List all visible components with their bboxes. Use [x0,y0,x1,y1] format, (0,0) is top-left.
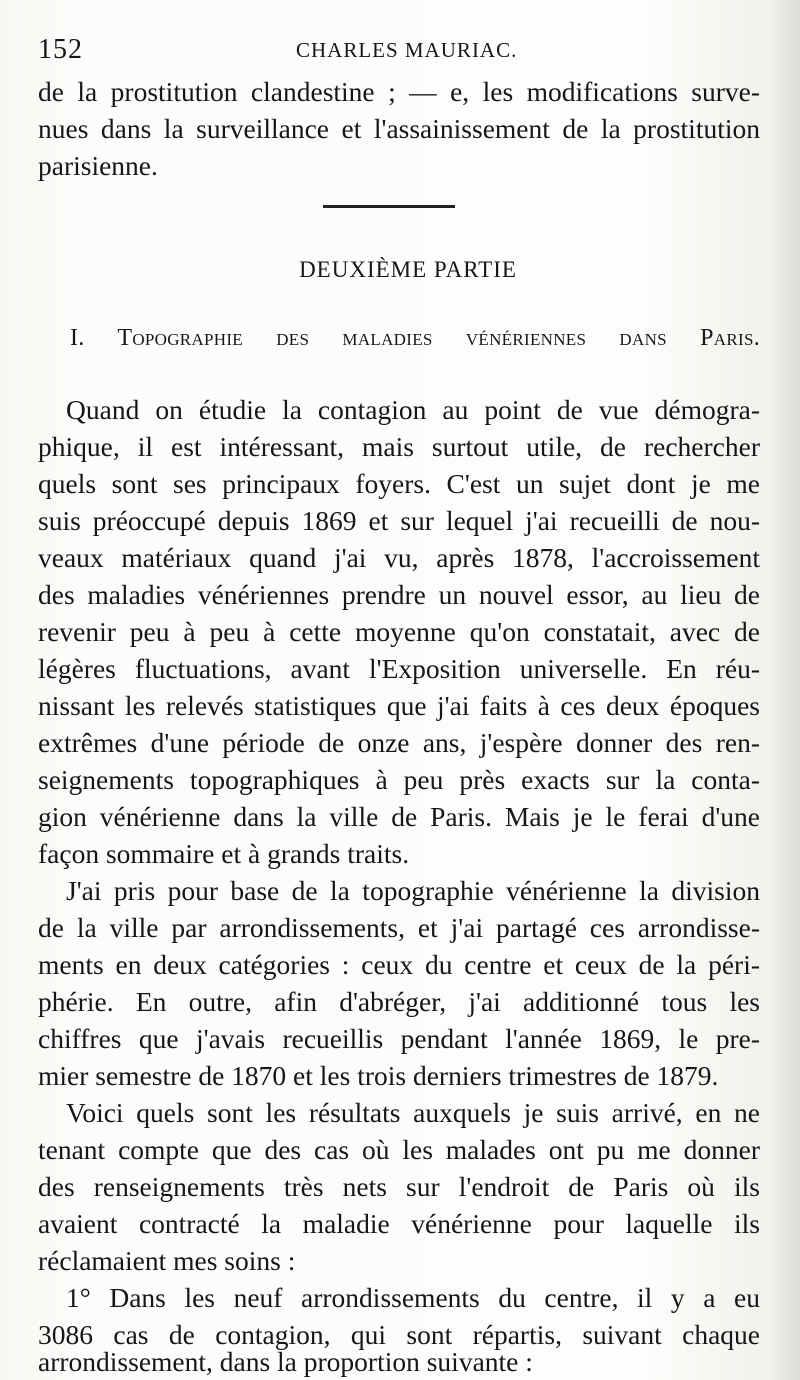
part-title: DEUXIÈME PARTIE [299,257,517,282]
text-line: réclamaient mes soins : [38,1245,296,1276]
text-line: nissant les relevés statistiques que j'ai faits à ces deux époques [38,690,760,721]
text-line: 1° Dans les neuf arrondissements du centre, il y a eu [66,1282,760,1313]
text-line: des maladies vénériennes prendre un nouvel essor, au lieu de [38,579,760,610]
text-line: avaient contracté la maladie vénérienne pour laquelle ils [38,1208,760,1239]
text-line: suis préoccupé depuis 1869 et sur lequel j'ai recueilli de nou- [38,505,760,536]
text-line: Quand on étudie la contagion au point de vue démogra- [66,394,760,425]
text-line: J'ai pris pour base de la topographie vénérienne la division [66,875,760,906]
text-line: 3086 cas de contagion, qui sont répartis, suivant chaque [38,1319,760,1350]
text-line: légères fluctuations, avant l'Exposition universelle. En réu- [38,653,760,684]
text-line: de la ville par arrondissements, et j'ai partagé ces arrondisse- [38,912,760,943]
text-line: extrêmes d'une période de onze ans, j'espère donner des ren- [38,727,760,758]
text-line: chiffres que j'avais recueillis pendant l'année 1869, le pre- [38,1023,760,1054]
text-line: Voici quels sont les résultats auxquels je suis arrivé, en ne [66,1097,760,1128]
text-line: quels sont ses principaux foyers. C'est un sujet dont je me [38,468,760,499]
text-line: des renseignements très nets sur l'endroit de Paris où ils [38,1171,760,1202]
text-line: parisienne. [38,150,158,181]
text-line: tenant compte que des cas où les malades ont pu me donner [38,1134,760,1165]
text-line: mier semestre de 1870 et les trois derniers trimestres de 1879. [38,1060,719,1091]
section-divider [323,205,455,208]
page-number: 152 [38,34,83,65]
text-line: arrondissement, dans la proportion suivante : [38,1346,533,1377]
text-line: nues dans la surveillance et l'assainissement de la prostitution [38,113,760,144]
text-line: de la prostitution clandestine ; — e, les modifications surve- [38,76,760,107]
text-line: veaux matériaux quand j'ai vu, après 1878, l'accroissement [38,542,760,573]
text-line: ments en deux catégories : ceux du centre et ceux de la péri- [38,949,760,980]
text-line: seignements topographiques à peu près exacts sur la conta- [38,764,760,795]
text-line: phérie. En outre, afin d'abréger, j'ai additionné tous les [38,986,760,1017]
text-line: revenir peu à peu à cette moyenne qu'on constatait, avec de [38,616,760,647]
running-title: CHARLES MAURIAC. [296,38,518,62]
text-line: façon sommaire et à grands traits. [38,838,410,869]
page-header [38,26,638,66]
section-title: I. Topographie des maladies vénériennes dans Paris. [70,325,760,351]
text-line: gion vénérienne dans la ville de Paris. Mais je le ferai d'une [38,801,760,832]
text-line: phique, il est intéressant, mais surtout utile, de rechercher [38,431,760,462]
